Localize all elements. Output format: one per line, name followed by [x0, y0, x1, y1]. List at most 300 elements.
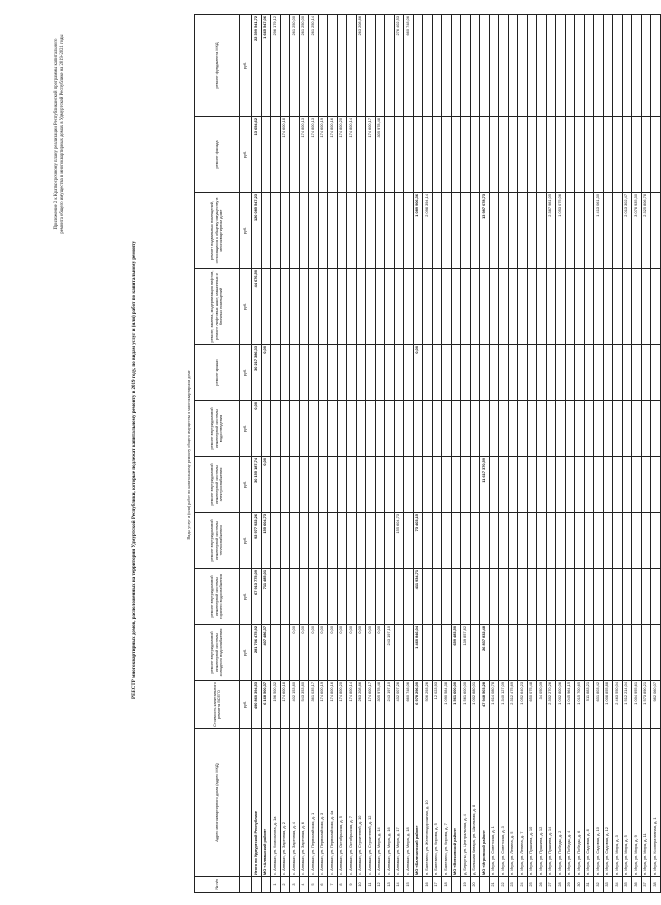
row-sewer	[632, 401, 642, 457]
row-address: п. Балезино, ул. Кирова, д. 7	[442, 729, 452, 877]
table-row	[394, 15, 404, 893]
row-lifts	[299, 269, 309, 345]
row-foundation: 276 402,53	[394, 15, 404, 117]
row-foundation: 263 208,86	[356, 15, 366, 117]
unit-cell: руб.	[240, 345, 252, 401]
row-number: 35	[622, 877, 632, 893]
row-hot-water	[309, 569, 319, 625]
row-lifts	[318, 269, 328, 345]
row-roof: 30 217 386,33	[252, 345, 262, 401]
row-facade	[603, 117, 613, 193]
row-basement	[470, 193, 480, 269]
row-number: 5	[309, 877, 319, 893]
row-hot-water	[451, 569, 461, 625]
row-number: 19	[461, 877, 471, 893]
row-hot-water: 411 934,71	[413, 569, 423, 625]
row-heating	[451, 513, 461, 569]
row-basement: 3 078 935,30	[632, 193, 642, 269]
row-address: п. Игра, ул. Мира, д. 9	[632, 729, 642, 877]
row-cold-water: 0,00	[299, 625, 309, 681]
row-foundation	[385, 15, 395, 117]
row-roof	[651, 345, 661, 401]
row-hot-water	[375, 569, 385, 625]
row-sewer	[556, 401, 566, 457]
row-heating	[366, 513, 376, 569]
table-row	[366, 15, 376, 893]
row-lifts	[328, 269, 338, 345]
row-total: 511 883,21	[584, 681, 594, 729]
row-hot-water	[385, 569, 395, 625]
row-hot-water	[556, 569, 566, 625]
row-hot-water	[290, 569, 300, 625]
row-lifts	[413, 269, 423, 345]
row-heating	[508, 513, 518, 569]
row-electric	[537, 457, 547, 513]
row-heating	[299, 513, 309, 569]
row-number: 23	[508, 877, 518, 893]
row-cold-water	[423, 625, 433, 681]
row-hot-water	[518, 569, 528, 625]
row-facade: 174 800,13	[309, 117, 319, 193]
header-number: № п/п	[195, 877, 240, 893]
unit-cell: руб.	[240, 401, 252, 457]
row-facade	[271, 117, 281, 193]
row-foundation: 261 250,14	[309, 15, 319, 117]
row-lifts	[575, 269, 585, 345]
row-number: 26	[537, 877, 547, 893]
row-lifts	[404, 269, 414, 345]
row-basement	[603, 193, 613, 269]
row-address: п. Игра, ул. Победы, д. 6	[575, 729, 585, 877]
row-electric	[603, 457, 613, 513]
row-address: с. Алнаши, ул. Мира, д. 17	[394, 729, 404, 877]
row-total: 174 800,20	[337, 681, 347, 729]
row-lifts	[337, 269, 347, 345]
row-heating	[385, 513, 395, 569]
row-cold-water	[651, 625, 661, 681]
row-total: 982 060,07	[651, 681, 661, 729]
table-row	[290, 15, 300, 893]
row-electric	[394, 457, 404, 513]
works-caption: Виды услуг и (или) работ по капитальному ремонту общего имущества в многоквартирном доме	[186, 370, 191, 540]
row-hot-water	[527, 569, 537, 625]
table-row	[508, 15, 518, 893]
row-roof	[527, 345, 537, 401]
row-hot-water	[404, 569, 414, 625]
row-foundation	[461, 15, 471, 117]
row-electric	[442, 457, 452, 513]
row-facade	[575, 117, 585, 193]
row-total: 1 614 080,78	[489, 681, 499, 729]
row-address: п. Игра, ул. Пушкина, д. 12	[537, 729, 547, 877]
row-cold-water	[489, 625, 499, 681]
row-heating	[603, 513, 613, 569]
row-heating	[347, 513, 357, 569]
row-heating	[527, 513, 537, 569]
row-roof	[423, 345, 433, 401]
row-heating	[356, 513, 366, 569]
row-number: 15	[404, 877, 414, 893]
row-roof	[451, 345, 461, 401]
row-lifts	[594, 269, 604, 345]
row-foundation	[366, 15, 376, 117]
row-electric	[565, 457, 575, 513]
row-cold-water	[499, 625, 509, 681]
row-cold-water	[556, 625, 566, 681]
row-facade	[461, 117, 471, 193]
table-row	[470, 15, 480, 893]
row-heating	[280, 513, 290, 569]
table-row	[337, 15, 347, 893]
row-sewer	[271, 401, 281, 457]
row-foundation	[499, 15, 509, 117]
row-facade	[594, 117, 604, 193]
unit-cell: руб.	[240, 681, 252, 729]
row-facade	[432, 117, 442, 193]
row-electric	[366, 457, 376, 513]
row-facade: 174 600,19	[318, 117, 328, 193]
row-electric	[461, 457, 471, 513]
row-sewer	[309, 401, 319, 457]
table-row	[280, 15, 290, 893]
row-heating	[337, 513, 347, 569]
row-address: п. Игра, ул. Советская, д. 1	[489, 729, 499, 877]
row-basement	[461, 193, 471, 269]
row-roof	[546, 345, 556, 401]
row-number: 10	[356, 877, 366, 893]
row-foundation	[423, 15, 433, 117]
row-total: 1 561 600,00	[451, 681, 461, 729]
row-electric	[328, 457, 338, 513]
row-lifts	[556, 269, 566, 345]
row-address: с. Алнаши, ул. Заречная, д. 2	[280, 729, 290, 877]
row-basement: 13 987 078,73	[480, 193, 490, 269]
row-heating	[432, 513, 442, 569]
row-foundation	[556, 15, 566, 117]
row-lifts	[261, 269, 271, 345]
row-roof	[299, 345, 309, 401]
row-basement: 120 085 547,23	[252, 193, 262, 269]
row-roof	[508, 345, 518, 401]
row-hot-water	[584, 569, 594, 625]
row-facade	[556, 117, 566, 193]
row-cold-water	[518, 625, 528, 681]
row-electric	[641, 457, 651, 513]
row-total: 1 340 127,09	[499, 681, 509, 729]
row-electric	[432, 457, 442, 513]
row-number: 38	[651, 877, 661, 893]
row-foundation	[470, 15, 480, 117]
row-roof	[480, 345, 490, 401]
row-number: 34	[613, 877, 623, 893]
row-hot-water	[432, 569, 442, 625]
row-foundation: 22 399 541,72	[252, 15, 262, 117]
row-electric	[470, 457, 480, 513]
row-basement	[442, 193, 452, 269]
row-foundation	[632, 15, 642, 117]
row-total: 1 002 800,06	[556, 681, 566, 729]
row-electric	[508, 457, 518, 513]
row-basement: 2 387 981,05	[546, 193, 556, 269]
row-cold-water: 0,00	[347, 625, 357, 681]
row-foundation	[489, 15, 499, 117]
row-heating	[622, 513, 632, 569]
table-row	[423, 15, 433, 893]
row-roof	[394, 345, 404, 401]
row-facade	[651, 117, 661, 193]
row-basement	[356, 193, 366, 269]
row-lifts	[632, 269, 642, 345]
row-basement	[499, 193, 509, 269]
row-cold-water	[632, 625, 642, 681]
row-facade	[584, 117, 594, 193]
table-row	[299, 15, 309, 893]
row-electric	[413, 457, 423, 513]
row-facade	[451, 117, 461, 193]
row-basement	[261, 193, 271, 269]
row-facade	[385, 117, 395, 193]
table-row	[575, 15, 585, 893]
row-foundation	[432, 15, 442, 117]
unit-cell: руб.	[240, 625, 252, 681]
row-heating	[632, 513, 642, 569]
row-electric	[499, 457, 509, 513]
row-address: с. Алнаши, ул. Октябрьская, д. 7	[347, 729, 357, 877]
row-basement: 2 013 302,47	[622, 193, 632, 269]
row-cold-water: 0,00	[356, 625, 366, 681]
table-row	[594, 15, 604, 893]
row-roof	[375, 345, 385, 401]
row-total: 6 978 296,00	[413, 681, 423, 729]
row-address: с. Алнаши, ул. Мира, д. 16	[385, 729, 395, 877]
row-heating	[318, 513, 328, 569]
row-number: 3	[290, 877, 300, 893]
row-basement	[651, 193, 661, 269]
row-number: 8	[337, 877, 347, 893]
row-hot-water	[537, 569, 547, 625]
row-facade	[622, 117, 632, 193]
row-lifts	[613, 269, 623, 345]
row-total: 263 208,86	[356, 681, 366, 729]
row-basement: 1 413 061,30	[594, 193, 604, 269]
row-lifts	[584, 269, 594, 345]
row-sewer	[537, 401, 547, 457]
table-row	[328, 15, 338, 893]
row-number: 22	[499, 877, 509, 893]
row-basement	[280, 193, 290, 269]
row-roof	[537, 345, 547, 401]
row-total: 1 004 955,61	[632, 681, 642, 729]
row-address: с. Алнаши, ул. Комсомола, д. 1а	[271, 729, 281, 877]
appendix-note: Приложение 2 к Краткосрочному плану реализации Республиканской программы капитального ремонта общего имущества в многоквартирных домах в Удмуртской Республике на 2019-2021 годы	[54, 34, 66, 234]
row-hot-water	[632, 569, 642, 625]
row-roof	[565, 345, 575, 401]
row-foundation: 660 748,06	[404, 15, 414, 117]
table-row	[527, 15, 537, 893]
row-address: п. Игра, ул. Садовая, д. 8	[584, 729, 594, 877]
row-heating	[423, 513, 433, 569]
row-total: 1 008 855,88	[603, 681, 613, 729]
row-lifts	[423, 269, 433, 345]
row-electric	[347, 457, 357, 513]
row-cold-water: 0,00	[309, 625, 319, 681]
row-lifts	[470, 269, 480, 345]
row-electric	[423, 457, 433, 513]
row-heating	[537, 513, 547, 569]
row-basement	[518, 193, 528, 269]
row-total: 174 800,14	[347, 681, 357, 729]
row-number	[261, 877, 271, 893]
row-cold-water: 1 460 846,04	[413, 625, 423, 681]
row-total: 1 090 584,38	[442, 681, 452, 729]
row-roof	[271, 345, 281, 401]
row-hot-water	[499, 569, 509, 625]
row-cold-water: 26 837 832,48	[480, 625, 490, 681]
row-foundation	[594, 15, 604, 117]
row-sewer	[518, 401, 528, 457]
row-sewer	[546, 401, 556, 457]
row-sewer	[394, 401, 404, 457]
row-foundation	[508, 15, 518, 117]
row-electric	[404, 457, 414, 513]
row-number: 30	[575, 877, 585, 893]
row-basement	[508, 193, 518, 269]
row-cold-water	[613, 625, 623, 681]
row-sewer	[299, 401, 309, 457]
row-number: 32	[594, 877, 604, 893]
row-foundation	[518, 15, 528, 117]
row-roof	[622, 345, 632, 401]
row-heating	[613, 513, 623, 569]
row-cold-water	[641, 625, 651, 681]
row-foundation	[575, 15, 585, 117]
row-sewer	[651, 401, 661, 457]
row-hot-water	[337, 569, 347, 625]
row-basement	[432, 193, 442, 269]
row-foundation: 261 250,00	[290, 15, 300, 117]
row-total: 650 075,48	[527, 681, 537, 729]
row-basement	[309, 193, 319, 269]
row-address: п. Балезино, ул. Кирова, д. 5	[432, 729, 442, 877]
row-sewer	[470, 401, 480, 457]
row-basement	[347, 193, 357, 269]
row-basement: 2 098 394,14	[423, 193, 433, 269]
row-lifts	[394, 269, 404, 345]
row-total: 1 015 700,65	[575, 681, 585, 729]
row-facade	[290, 117, 300, 193]
unit-cell: руб.	[240, 457, 252, 513]
table-row	[318, 15, 328, 893]
row-foundation	[584, 15, 594, 117]
row-foundation	[451, 15, 461, 117]
row-sewer	[385, 401, 395, 457]
row-heating	[556, 513, 566, 569]
row-cold-water	[546, 625, 556, 681]
row-number: 29	[565, 877, 575, 893]
row-sewer	[413, 401, 423, 457]
row-lifts	[366, 269, 376, 345]
row-sewer	[565, 401, 575, 457]
unit-cell: руб.	[240, 513, 252, 569]
row-total: 2 312 475,69	[508, 681, 518, 729]
row-sewer	[499, 401, 509, 457]
row-facade	[261, 117, 271, 193]
row-address: МО «Алнашский район»	[261, 729, 271, 877]
table-row	[385, 15, 395, 893]
row-roof	[603, 345, 613, 401]
row-address: д. Беркуты, ул. Центральная, д. 4	[461, 729, 471, 877]
table-row	[489, 15, 499, 893]
row-facade	[546, 117, 556, 193]
row-cold-water: 139 857,82	[461, 625, 471, 681]
row-cold-water	[622, 625, 632, 681]
row-facade	[508, 117, 518, 193]
row-roof	[290, 345, 300, 401]
table-row	[442, 15, 452, 893]
header-address: Адрес многоквартирного дома (адрес МКД)	[195, 729, 240, 877]
row-sewer	[432, 401, 442, 457]
row-number: 11	[366, 877, 376, 893]
row-lifts: 44 676,50	[252, 269, 262, 345]
row-total: 34 050,09	[537, 681, 547, 729]
row-hot-water	[271, 569, 281, 625]
row-number	[480, 877, 490, 893]
row-facade	[423, 117, 433, 193]
row-number: 25	[527, 877, 537, 893]
row-basement	[271, 193, 281, 269]
row-number	[413, 877, 423, 893]
row-hot-water	[622, 569, 632, 625]
row-hot-water	[442, 569, 452, 625]
table-row	[537, 15, 547, 893]
row-facade	[356, 117, 366, 193]
row-electric	[527, 457, 537, 513]
row-facade	[470, 117, 480, 193]
table-row	[584, 15, 594, 893]
row-basement	[375, 193, 385, 269]
header-sewer: ремонт внутридомовой инженерной системы водоотведения	[195, 401, 240, 457]
table-row	[565, 15, 575, 893]
row-foundation	[337, 15, 347, 117]
row-address: с. Алнаши, ул. Первомайская, д. 1	[309, 729, 319, 877]
row-electric	[309, 457, 319, 513]
row-heating	[499, 513, 509, 569]
row-electric	[489, 457, 499, 513]
row-lifts	[356, 269, 366, 345]
row-roof	[594, 345, 604, 401]
row-roof	[404, 345, 414, 401]
row-electric	[622, 457, 632, 513]
row-basement	[489, 193, 499, 269]
header-heating: ремонт внутридомовой инженерной системы теплоснабжения	[195, 513, 240, 569]
row-total: 543 353,80	[299, 681, 309, 729]
row-address: МО «Игринский район»	[480, 729, 490, 877]
row-hot-water	[546, 569, 556, 625]
table-row	[622, 15, 632, 893]
table-row	[356, 15, 366, 893]
row-foundation	[413, 15, 423, 117]
row-hot-water	[480, 569, 490, 625]
row-facade	[413, 117, 423, 193]
row-electric	[385, 457, 395, 513]
row-foundation	[318, 15, 328, 117]
row-electric: 11 617 370,59	[480, 457, 490, 513]
row-roof	[309, 345, 319, 401]
row-facade	[442, 117, 452, 193]
row-lifts	[432, 269, 442, 345]
row-number: 13	[385, 877, 395, 893]
row-total: 432 007,26	[394, 681, 404, 729]
